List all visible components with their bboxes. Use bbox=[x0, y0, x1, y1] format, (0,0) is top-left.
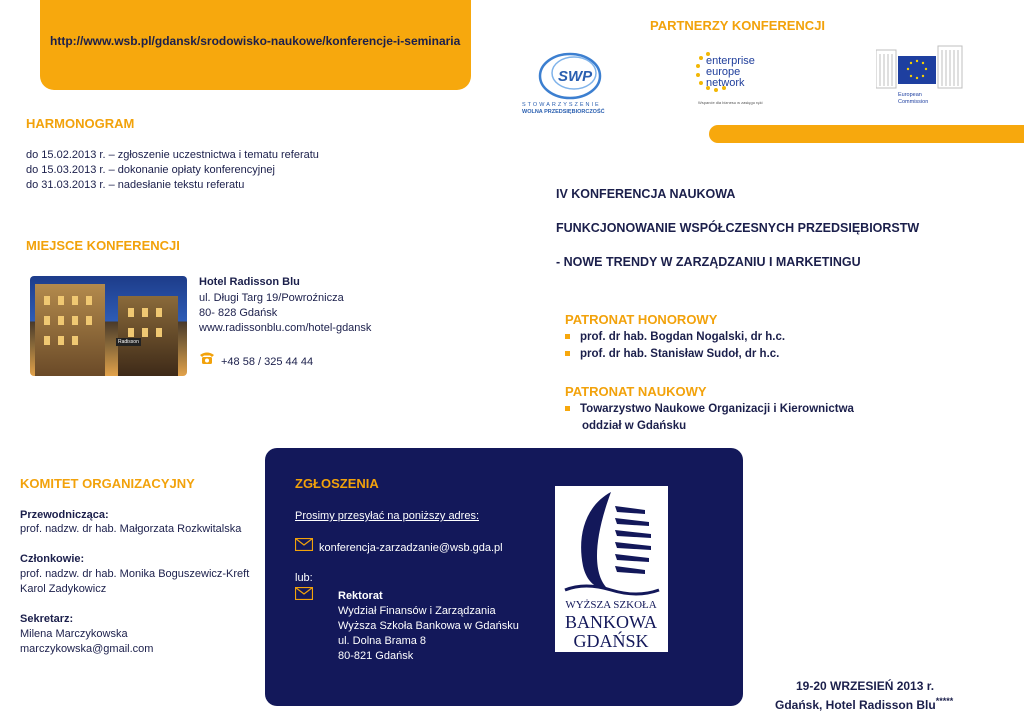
ec-line2: Commission bbox=[898, 99, 929, 105]
right-orange-bar bbox=[709, 125, 1024, 143]
envelope-icon bbox=[295, 587, 313, 605]
committee-chair: prof. nadzw. dr hab. Małgorzata Rozkwitalska bbox=[20, 523, 242, 535]
committee-secretary: Milena Marczykowska bbox=[20, 628, 128, 640]
scientific-line2: oddział w Gdańsku bbox=[582, 420, 687, 432]
venue-hotel: Hotel Radisson Blu bbox=[199, 276, 300, 288]
committee-member: Karol Zadykowicz bbox=[20, 583, 107, 595]
venue-city: 80- 828 Gdańsk bbox=[199, 307, 278, 319]
venue-heading: MIEJSCE KONFERENCJI bbox=[26, 238, 180, 253]
registration-heading: ZGŁOSZENIA bbox=[295, 476, 379, 491]
conference-line2: FUNKCJONOWANIE WSPÓŁCZESNYCH PRZEDSIĘBIORSTW bbox=[556, 221, 920, 235]
harmonogram-item: do 15.02.2013 r. – zgłoszenie uczestnictwa i tematu referatu bbox=[26, 149, 319, 161]
hotel-stars: ***** bbox=[935, 696, 954, 706]
european-commission-logo bbox=[876, 42, 966, 108]
committee-secretary-email[interactable]: marczykowska@gmail.com bbox=[20, 643, 154, 655]
harmonogram-item: do 31.03.2013 r. – nadesłanie tekstu referatu bbox=[26, 179, 245, 191]
een-line1: enterprise bbox=[706, 55, 755, 67]
committee-members-label: Członkowie: bbox=[20, 553, 85, 565]
registration-addr5: 80-821 Gdańsk bbox=[338, 650, 414, 662]
venue-website[interactable]: www.radissonblu.com/hotel-gdansk bbox=[199, 322, 372, 334]
registration-addr4: ul. Dolna Brama 8 bbox=[338, 635, 427, 647]
hotel-sign: Radisson bbox=[118, 339, 139, 345]
swp-logo bbox=[522, 48, 622, 118]
envelope-icon bbox=[295, 538, 313, 556]
een-line2: europe bbox=[706, 66, 741, 78]
registration-intro: Prosimy przesyłać na poniższy adres: bbox=[295, 510, 480, 522]
een-tagline: Wsparcie dla biznesu w zasięgu ręki bbox=[698, 100, 763, 105]
swp-name: STOWARZYSZENIE bbox=[522, 102, 601, 108]
ec-line1: European bbox=[898, 92, 922, 98]
partners-heading: PARTNERZY KONFERENCJI bbox=[650, 18, 826, 33]
committee-member: prof. nadzw. dr hab. Monika Boguszewicz-Kreft bbox=[20, 568, 250, 580]
honorary-item: prof. dr hab. Stanisław Sudoł, dr h.c. bbox=[565, 348, 779, 360]
registration-addr2: Wydział Finansów i Zarządzania bbox=[338, 605, 496, 617]
venue-street: ul. Długi Targ 19/Powroźnicza bbox=[199, 292, 344, 304]
swp-abbr: SWP bbox=[558, 68, 593, 85]
honorary-heading: PATRONAT HONOROWY bbox=[565, 312, 718, 327]
committee-chair-label: Przewodnicząca: bbox=[20, 509, 109, 521]
event-place: Gdańsk, Hotel Radisson Blu***** bbox=[775, 696, 954, 712]
wsb-logo-line3: GDAŃSK bbox=[573, 631, 649, 651]
harmonogram-heading: HARMONOGRAM bbox=[26, 116, 135, 131]
harmonogram-item: do 15.03.2013 r. – dokonanie opłaty konferencyjnej bbox=[26, 164, 275, 176]
conference-line3: - NOWE TRENDY W ZARZĄDZANIU I MARKETINGU bbox=[556, 255, 861, 269]
venue-phone: +48 58 / 325 44 44 bbox=[221, 356, 314, 368]
scientific-heading: PATRONAT NAUKOWY bbox=[565, 384, 707, 399]
registration-email[interactable]: konferencja-zarzadzanie@wsb.gda.pl bbox=[319, 542, 503, 554]
registration-or: lub: bbox=[295, 572, 313, 584]
een-line3: network bbox=[706, 77, 745, 89]
event-date: 19-20 WRZESIEŃ 2013 r. bbox=[796, 679, 935, 693]
hotel-photo bbox=[30, 276, 187, 376]
phone-icon bbox=[199, 351, 215, 370]
conference-url[interactable]: http://www.wsb.pl/gdansk/srodowisko-naukowe/konferencje-i-seminaria bbox=[50, 34, 461, 48]
swp-sub: WOLNA PRZEDSIĘBIORCZOŚĆ bbox=[522, 109, 605, 115]
committee-secretary-label: Sekretarz: bbox=[20, 613, 74, 625]
registration-addr1: Rektorat bbox=[338, 590, 383, 602]
wsb-logo-line1: WYŻSZA SZKOŁA bbox=[565, 599, 657, 611]
wsb-logo bbox=[555, 486, 668, 652]
scientific-line1: Towarzystwo Naukowe Organizacji i Kierownictwa bbox=[565, 403, 854, 415]
wsb-logo-line2: BANKOWA bbox=[565, 612, 657, 632]
honorary-item: prof. dr hab. Bogdan Nogalski, dr h.c. bbox=[565, 331, 785, 343]
een-logo bbox=[688, 42, 793, 117]
conference-line1: IV KONFERENCJA NAUKOWA bbox=[556, 187, 736, 201]
committee-heading: KOMITET ORGANIZACYJNY bbox=[20, 476, 195, 491]
registration-addr3: Wyższa Szkoła Bankowa w Gdańsku bbox=[338, 620, 519, 632]
